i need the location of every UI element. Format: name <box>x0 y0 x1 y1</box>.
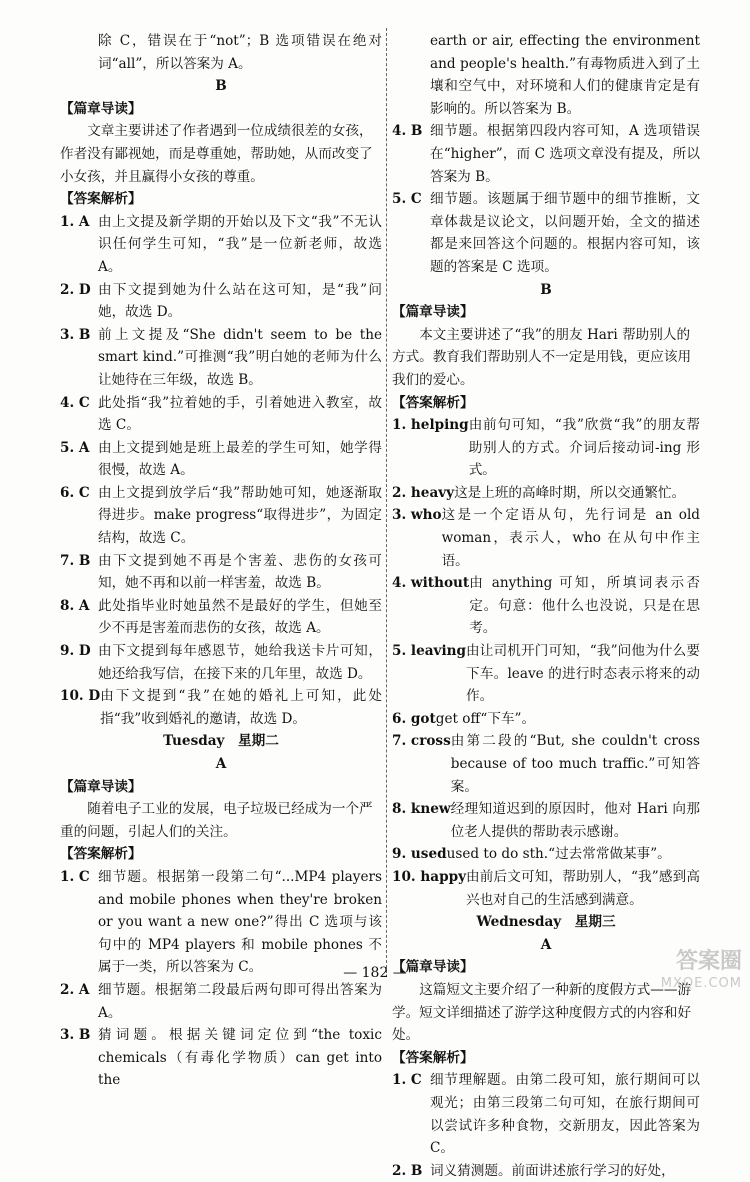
continued-text: 除 C，错误在于“not”；B 选项错误在绝对词“all”，所以答案为 A。 <box>98 33 382 72</box>
answer-item <box>60 550 382 595</box>
answer-item <box>392 866 700 911</box>
answer-item <box>392 504 700 572</box>
answer-number: 8. A <box>60 597 90 614</box>
answer-item <box>60 437 382 482</box>
answer-number: 5. leaving <box>392 643 466 660</box>
answer-item <box>60 979 382 1024</box>
answer-item <box>392 843 700 866</box>
section-title: A <box>540 936 552 953</box>
section-title: B <box>540 281 552 298</box>
answer-number: 4. C <box>60 394 90 411</box>
answer-item <box>60 279 382 324</box>
answer-text: 细节题。该题属于细节题中的细节推断，文章体裁是议论文，以问题开始，全文的描述都是来回答这个问题的。根据内容可知，该题的答案是 C 选项。 <box>430 191 700 275</box>
answer-text: 由上文提到放学后“我”帮助她可知，她逐渐取得进步。make progress“取得进步”，为固定结构，故选 C。 <box>98 484 382 547</box>
answer-text: 细节题。根据第二段最后两句即可得出答案为 A。 <box>98 981 382 1021</box>
answer-number: 2. heavy <box>392 484 455 501</box>
watermark-logo <box>661 951 742 995</box>
answer-item <box>392 730 700 798</box>
answer-item <box>392 640 700 708</box>
answer-text: used to do sth.“过去常常做某事”。 <box>446 846 671 863</box>
watermark-text: 答案圈 <box>675 949 742 974</box>
summary-paragraph: 随着电子工业的发展，电子垃圾已经成为一个严重的问题，引起人们的关注。 <box>60 801 373 840</box>
answer-text: 经理知道迟到的原因时，他对 Hari 向那位老人提供的帮助表示感谢。 <box>450 801 700 840</box>
answer-text: 细节理解题。由第二段可知，旅行期间可以观光；由第三段第二句可知，在旅行期间可以尝试许多种食物，交新朋友，因此答案为 C。 <box>430 1072 700 1157</box>
answer-text: 词义猜测题。前面讲述旅行学习的好处， <box>430 1162 675 1179</box>
answer-item <box>392 120 700 188</box>
watermark-url: MXQE.COM <box>660 976 742 991</box>
section-title: Wednesday 星期三 <box>476 914 616 931</box>
answer-number: 2. D <box>60 281 91 298</box>
answer-number: 3. B <box>60 326 91 343</box>
answer-item <box>60 685 382 730</box>
answer-text: 细节题。根据第一段第二句“...MP4 players and mobile phones when they're broken or you want a new one?”得出 C 选项与该句中的 MP4 players 和 mobile phones 不属于一类，所以答案为 C。 <box>98 868 382 976</box>
answer-item <box>60 211 382 279</box>
answer-item <box>392 1160 700 1182</box>
answer-text: 由让司机开门可知，“我”问他为什么要下车。leave 的进行时态表示将来的动作。 <box>466 643 700 705</box>
summary-paragraph: 本文主要讲述了“我”的朋友 Hari 帮助别人的方式。教育我们帮助别人不一定是用钱，更应该用我们的爱心。 <box>392 326 692 388</box>
answer-number: 4. B <box>392 123 423 140</box>
answer-text: 细节题。根据第四段内容可知，A 选项错误在“higher”，而 C 选项文章没有提及，所以答案为 B。 <box>430 123 700 185</box>
answer-text: 由下文提到她不再是个害羞、悲伤的女孩可知，她不再和以前一样害羞，故选 B。 <box>98 552 382 592</box>
answer-number: 7. cross <box>392 733 451 750</box>
answer-item <box>60 595 382 640</box>
answer-number: 9. used <box>392 846 447 863</box>
answer-item <box>60 640 382 685</box>
answer-number: 10. D <box>60 688 101 705</box>
answer-number: 2. A <box>60 981 90 998</box>
answer-number: 10. happy <box>392 868 466 885</box>
answer-item <box>60 1024 382 1092</box>
answer-number: 1. helping <box>392 417 469 434</box>
answer-text: 由下文提到“我”在她的婚礼上可知，此处指“我”收到婚礼的邀请，故选 D。 <box>100 688 382 727</box>
answer-text: get off“下车”。 <box>435 710 536 727</box>
answer-text: 由上文提到她是班上最差的学生可知，她学得很慢，故选 A。 <box>98 439 382 479</box>
answer-item <box>392 798 700 843</box>
column-divider <box>386 28 387 973</box>
answer-number: 6. C <box>60 484 90 501</box>
page-number: — 182 — <box>343 965 407 981</box>
section-title: B <box>215 78 227 95</box>
answer-text: 由前后文可知，帮助别人，“我”感到高兴也对自己的生活感到满意。 <box>465 868 700 908</box>
answer-number: 1. A <box>60 213 90 230</box>
answer-text: 此处指“我”拉着她的手，引着她进入教室，故选 C。 <box>98 394 382 434</box>
answer-text: 这是一个定语从句，先行词是 an old woman，表示人，who 在从句中作主语。 <box>441 507 700 569</box>
answer-number: 7. B <box>60 552 91 569</box>
answer-item <box>392 1069 700 1159</box>
answer-text: 这是上班的高峰时期，所以交通繁忙。 <box>454 484 686 501</box>
answer-item <box>60 324 382 392</box>
section-heading: 【答案解析】 <box>60 191 142 208</box>
answer-number: 5. C <box>392 191 422 208</box>
answer-item <box>392 708 700 731</box>
section-heading: 【篇章导读】 <box>392 959 474 976</box>
answer-text: 由上文提及新学期的开始以及下文“我”不无认识任何学生可知，“我”是一位新老师，故选 A。 <box>98 213 382 275</box>
answer-number: 6. got <box>392 710 436 727</box>
continued-text: earth or air, effecting the environment and people's health.”有毒物质进入到了土壤和空气中，对环境和人们的健康肯定是有影响的。所以答案为 B。 <box>430 33 700 117</box>
answer-text: 由 anything 可知，所填词表示否定。句意：他什么也没说，只是在思考。 <box>469 575 700 637</box>
left-column <box>60 30 382 1092</box>
answer-number: 9. D <box>60 643 91 660</box>
answer-item <box>392 482 700 505</box>
answer-text: 此处指毕业时她虽然不是最好的学生，但她至少不再是害羞而悲伤的女孩，故选 A。 <box>98 597 382 637</box>
answer-number: 4. without <box>392 575 470 592</box>
answer-number: 2. B <box>392 1162 423 1179</box>
section-title: A <box>215 756 227 772</box>
answer-number: 8. knew <box>392 801 451 818</box>
answer-number: 5. A <box>60 439 90 456</box>
answer-number: 1. C <box>392 1072 422 1089</box>
summary-paragraph: 这篇短文主要介绍了一种新的度假方式——游学。短文详细描述了游学这种度假方式的内容和好处。 <box>392 981 692 1044</box>
answer-number: 3. B <box>60 1027 91 1044</box>
answer-text: 由第二段的“But, she couldn't cross because of too much traffic.”可知答案。 <box>450 733 700 795</box>
right-column <box>392 30 700 1182</box>
answer-text: 由前句可知，“我”欣赏“我”的朋友帮助别人的方式。介词后接动词-ing 形式。 <box>468 417 700 479</box>
section-heading: 【答案解析】 <box>392 1049 474 1066</box>
answer-item <box>60 482 382 550</box>
summary-paragraph: 文章主要讲述了作者遇到一位成绩很差的女孩，作者没有鄙视她，而是尊重她，帮助她，从而改变了小女孩，并且赢得小女孩的尊重。 <box>60 123 373 185</box>
answer-item <box>392 188 700 278</box>
answer-text: 由下文提到每年感恩节，她给我送卡片可知，她还给我写信，在接下来的几年里，故选 D。 <box>98 643 382 682</box>
section-heading: 【篇章导读】 <box>392 304 474 321</box>
section-heading: 【篇章导读】 <box>60 100 142 117</box>
answer-item <box>60 866 382 979</box>
answer-number: 1. C <box>60 868 90 885</box>
section-heading: 【答案解析】 <box>60 846 142 863</box>
answer-text: 由下文提到她为什么站在这可知，是“我”问她，故选 D。 <box>98 281 382 321</box>
answer-text: 猜词题。根据关键词定位到“the toxic chemicals（有毒化学物质）can get into the <box>98 1027 382 1089</box>
section-heading: 【答案解析】 <box>392 394 474 411</box>
answer-number: 3. who <box>392 507 442 524</box>
answer-item <box>392 414 700 482</box>
answer-item <box>392 572 700 640</box>
answer-item <box>60 392 382 437</box>
section-heading: 【篇章导读】 <box>60 778 142 795</box>
answer-text: 前上文提及“She didn't seem to be the smart kind.”可推测“我”明白她的老师为什么让她待在三年级，故选 B。 <box>98 326 382 388</box>
section-title: Tuesday 星期二 <box>163 733 279 750</box>
